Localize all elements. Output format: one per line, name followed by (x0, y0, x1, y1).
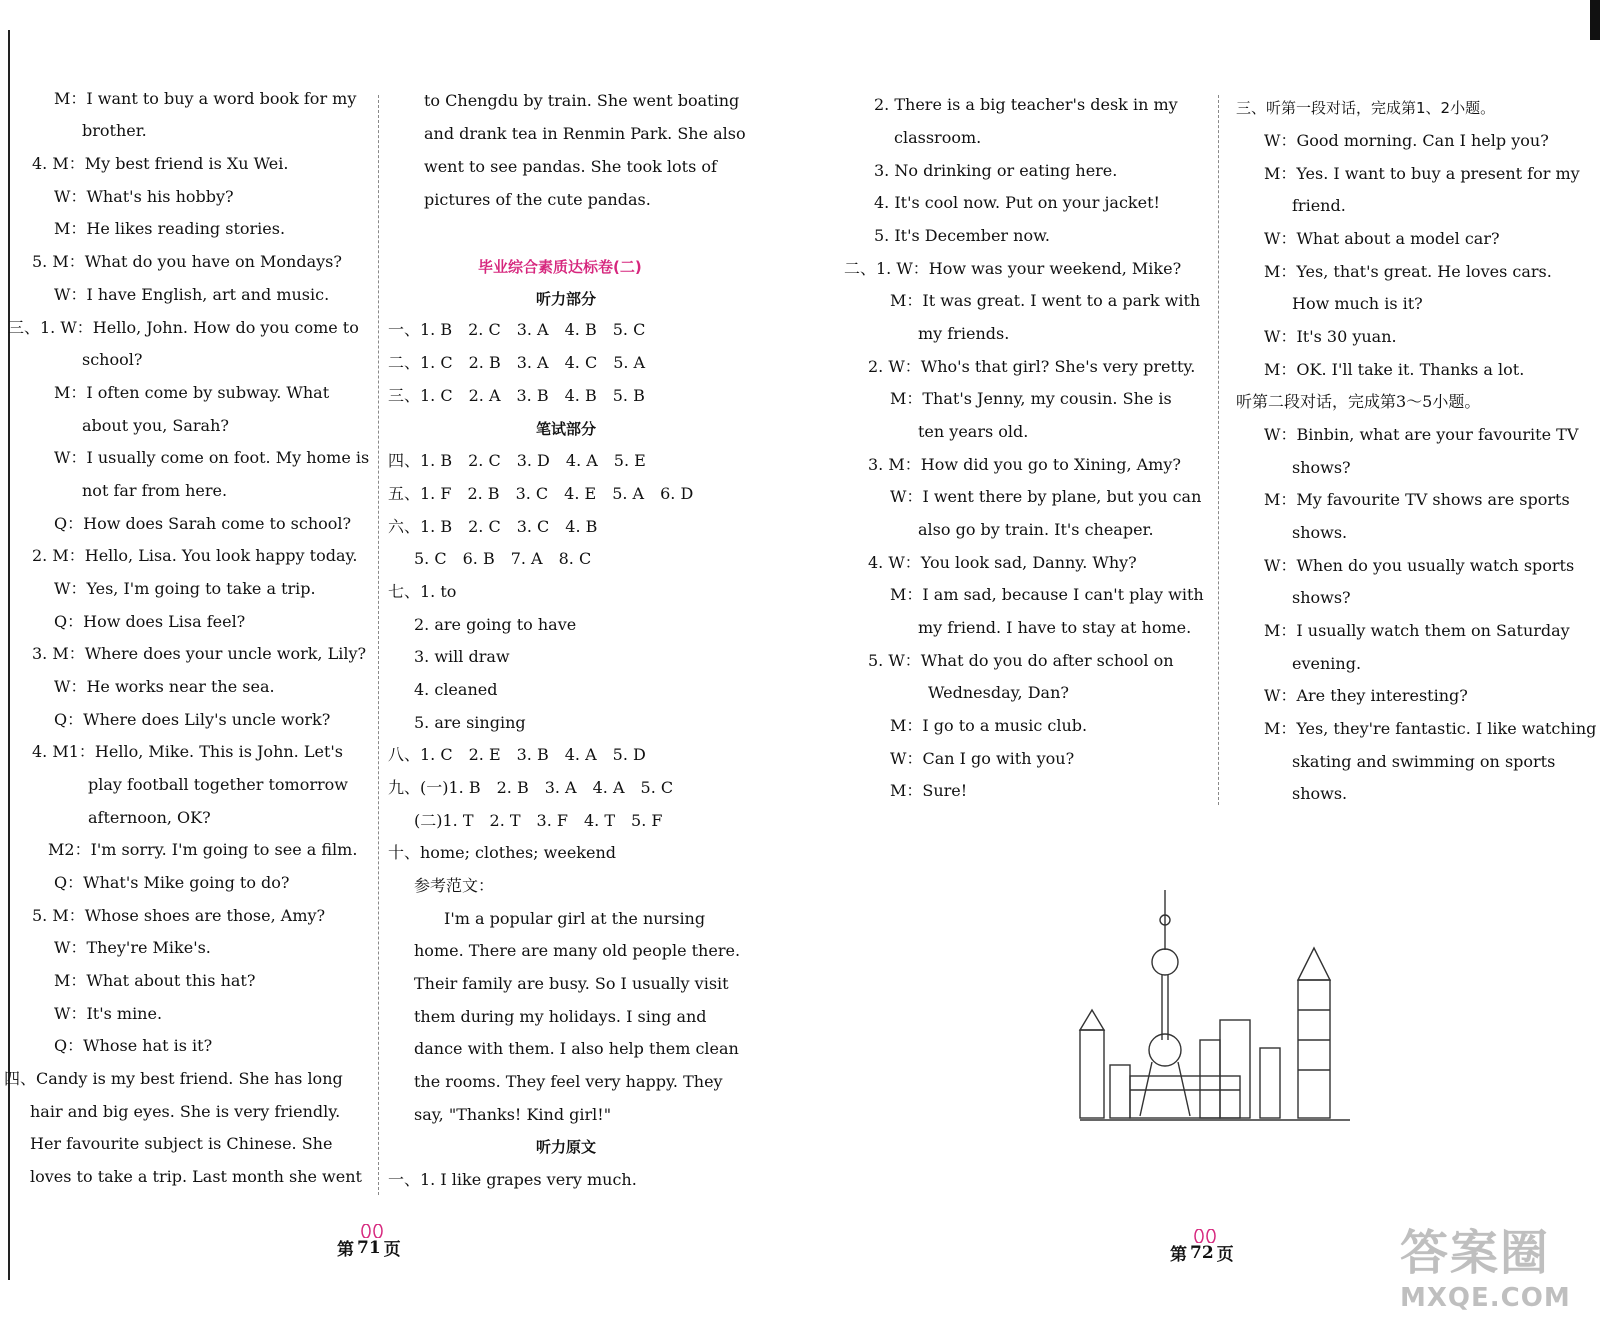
text-line: M：Yes, that's great. He loves cars. (1264, 262, 1552, 281)
page-number-value (354, 1238, 384, 1258)
text-line: W：It's 30 yuan. (1264, 327, 1397, 346)
text-line: loves to take a trip. Last month she went (30, 1167, 362, 1186)
page-number-text: 71 (357, 1237, 381, 1258)
text-line: 二、1. W：How was your weekend, Mike? (844, 259, 1182, 278)
text-line: 一、1. I like grapes very much. (388, 1170, 637, 1189)
text-line: to Chengdu by train. She went boating (424, 91, 740, 110)
text-line: 5. It's December now. (874, 226, 1050, 245)
text-line: 十、home; clothes; weekend (388, 843, 617, 862)
text-line: 4. It's cool now. Put on your jacket! (874, 193, 1160, 212)
text-line: W：Binbin, what are your favourite TV (1264, 425, 1579, 444)
text-line: say, "Thanks! Kind girl!" (414, 1105, 612, 1124)
text-line: went to see pandas. She took lots of (424, 157, 717, 176)
text-line: M：I often come by subway. What (54, 383, 330, 402)
text-line: 5. M：What do you have on Mondays? (32, 252, 342, 271)
text-line: hair and big eyes. She is very friendly. (30, 1102, 341, 1121)
text-line: evening. (1292, 654, 1362, 673)
page-label-prefix: 第 (1170, 1245, 1187, 1265)
text-line: Q：How does Lisa feel? (54, 612, 246, 631)
text-line: my friend. I have to stay at home. (918, 618, 1192, 637)
text-line: 3. M：Where does your uncle work, Lily? (32, 644, 367, 663)
text-line: ten years old. (918, 422, 1029, 441)
text-line: 4. M：My best friend is Xu Wei. (32, 154, 289, 173)
text-line: M：I am sad, because I can't play with (890, 585, 1204, 604)
text-line: W：I went there by plane, but you can (890, 487, 1202, 506)
text-line: 3. will draw (414, 647, 510, 666)
city-skyline-tower-icon (1070, 890, 1360, 1130)
text-line: Their family are busy. So I usually visit (414, 974, 729, 993)
text-line: W：They're Mike's. (54, 938, 211, 957)
text-line: M：OK. I'll take it. Thanks a lot. (1264, 360, 1525, 379)
text-line: 4. cleaned (414, 680, 498, 699)
text-line: and drank tea in Renmin Park. She also (424, 124, 746, 143)
text-line: the rooms. They feel very happy. They (414, 1072, 723, 1091)
text-line: W：Are they interesting? (1264, 686, 1468, 705)
page-number-left (337, 1235, 401, 1260)
column-divider (1218, 95, 1219, 805)
text-line: play football together tomorrow (88, 775, 348, 794)
column-divider (378, 95, 379, 1195)
text-line: afternoon, OK? (88, 808, 211, 827)
text-line: M：He likes reading stories. (54, 219, 286, 238)
text-line: 九、(一)1. B 2. B 3. A 4. A 5. C (388, 778, 674, 797)
text-line: brother. (82, 121, 147, 140)
text-line: 二、1. C 2. B 3. A 4. C 5. A (388, 353, 646, 372)
text-line: also go by train. It's cheaper. (918, 520, 1154, 539)
section-heading: 听力部分 (536, 290, 597, 308)
text-line: M：My favourite TV shows are sports (1264, 490, 1570, 509)
text-line: W：He works near the sea. (54, 677, 275, 696)
text-line: pictures of the cute pandas. (424, 190, 651, 209)
text-line: 三、1. W：Hello, John. How do you come to (8, 318, 359, 337)
text-line: M：That's Jenny, my cousin. She is (890, 389, 1172, 408)
text-line: skating and swimming on sports (1292, 752, 1556, 771)
text-line: friend. (1292, 196, 1346, 215)
page-label-suffix: 页 (383, 1240, 401, 1260)
text-line: M：It was great. I went to a park with (890, 291, 1201, 310)
page-number-value (1187, 1243, 1217, 1263)
text-line: Wednesday, Dan? (928, 683, 1069, 702)
text-line: M：What about this hat? (54, 971, 256, 990)
text-line: 2. M：Hello, Lisa. You look happy today. (32, 546, 358, 565)
text-line: W：When do you usually watch sports (1264, 556, 1575, 575)
text-line: 3. No drinking or eating here. (874, 161, 1118, 180)
text-line: M：Sure! (890, 781, 968, 800)
text-line: 三、听第一段对话，完成第1、2小题。 (1236, 99, 1496, 117)
text-line: Q：How does Sarah come to school? (54, 514, 352, 533)
page-label-suffix: 页 (1216, 1245, 1234, 1265)
section-heading: 听力原文 (536, 1138, 597, 1156)
text-line: shows? (1292, 588, 1351, 607)
text-line: 5. M：Whose shoes are those, Amy? (32, 906, 326, 925)
text-line: W：I usually come on foot. My home is (54, 448, 370, 467)
text-line: 听第二段对话，完成第3～5小题。 (1236, 392, 1481, 411)
text-line: M：I go to a music club. (890, 716, 1088, 735)
watermark-url: MXQE.COM (1400, 1283, 1571, 1313)
section-heading: 笔试部分 (536, 420, 597, 438)
watermark-logo-text: 答案圈 (1400, 1225, 1551, 1281)
text-line: 七、1. to (388, 582, 457, 601)
text-line: W：What about a model car? (1264, 229, 1500, 248)
text-line: How much is it? (1292, 294, 1423, 313)
text-line: M2：I'm sorry. I'm going to see a film. (48, 840, 358, 859)
text-line: 三、1. C 2. A 3. B 4. B 5. B (388, 386, 645, 405)
text-line: 2. are going to have (414, 615, 577, 634)
text-line: school? (82, 350, 143, 369)
page-edge-line (8, 30, 10, 1280)
bunny-ears-icon (358, 1224, 386, 1238)
watermark (1400, 1214, 1590, 1313)
section-title: 毕业综合素质达标卷(二) (478, 258, 642, 276)
text-line: M：I want to buy a word book for my (54, 89, 357, 108)
text-line: 四、Candy is my best friend. She has long (4, 1069, 343, 1088)
text-line: 3. M：How did you go to Xining, Amy? (868, 455, 1181, 474)
text-line: W：It's mine. (54, 1004, 163, 1023)
text-line: M：I usually watch them on Saturday (1264, 621, 1570, 640)
page-label-prefix: 第 (337, 1240, 354, 1260)
page-number-right (1170, 1240, 1234, 1265)
text-line: 五、1. F 2. B 3. C 4. E 5. A 6. D (388, 484, 694, 503)
text-line: (二)1. T 2. T 3. F 4. T 5. F (414, 811, 663, 830)
text-line: W：I have English, art and music. (54, 285, 330, 304)
page-number-text: 72 (1190, 1242, 1214, 1263)
text-line: 一、1. B 2. C 3. A 4. B 5. C (388, 320, 646, 339)
text-line: shows. (1292, 784, 1348, 803)
text-line: W：Yes, I'm going to take a trip. (54, 579, 316, 598)
text-line: about you, Sarah? (82, 416, 229, 435)
corner-tab (1590, 0, 1600, 40)
text-line: W：Can I go with you? (890, 749, 1075, 768)
text-line: Q：What's Mike going to do? (54, 873, 290, 892)
text-line: shows. (1292, 523, 1348, 542)
text-line: M：Yes, they're fantastic. I like watching (1264, 719, 1597, 738)
text-line: dance with them. I also help them clean (414, 1039, 739, 1058)
text-line: 5. C 6. B 7. A 8. C (414, 549, 592, 568)
text-line: W：What's his hobby? (54, 187, 234, 206)
text-line: 2. W：Who's that girl? She's very pretty. (868, 357, 1196, 376)
text-line: W：Good morning. Can I help you? (1264, 131, 1549, 150)
text-line: my friends. (918, 324, 1010, 343)
bunny-ears-icon (1191, 1229, 1219, 1243)
text-line: not far from here. (82, 481, 228, 500)
text-line: I'm a popular girl at the nursing (444, 909, 706, 928)
text-line: shows? (1292, 458, 1351, 477)
text-line: M：Yes. I want to buy a present for my (1264, 164, 1580, 183)
text-line: 四、1. B 2. C 3. D 4. A 5. E (388, 451, 646, 470)
text-line: Q：Whose hat is it? (54, 1036, 213, 1055)
text-line: Q：Where does Lily's uncle work? (54, 710, 331, 729)
text-line: them during my holidays. I sing and (414, 1007, 707, 1026)
text-line: 5. W：What do you do after school on (868, 651, 1174, 670)
text-line: 2. There is a big teacher's desk in my (874, 95, 1178, 114)
text-line: 4. W：You look sad, Danny. Why? (868, 553, 1137, 572)
text-line: Her favourite subject is Chinese. She (30, 1134, 333, 1153)
text-line: 八、1. C 2. E 3. B 4. A 5. D (388, 745, 646, 764)
text-line: home. There are many old people there. (414, 941, 741, 960)
text-line: 参考范文： (414, 876, 495, 895)
text-line: classroom. (894, 128, 982, 147)
text-line: 六、1. B 2. C 3. C 4. B (388, 517, 598, 536)
text-line: 4. M1：Hello, Mike. This is John. Let's (32, 742, 343, 761)
text-line: 5. are singing (414, 713, 526, 732)
